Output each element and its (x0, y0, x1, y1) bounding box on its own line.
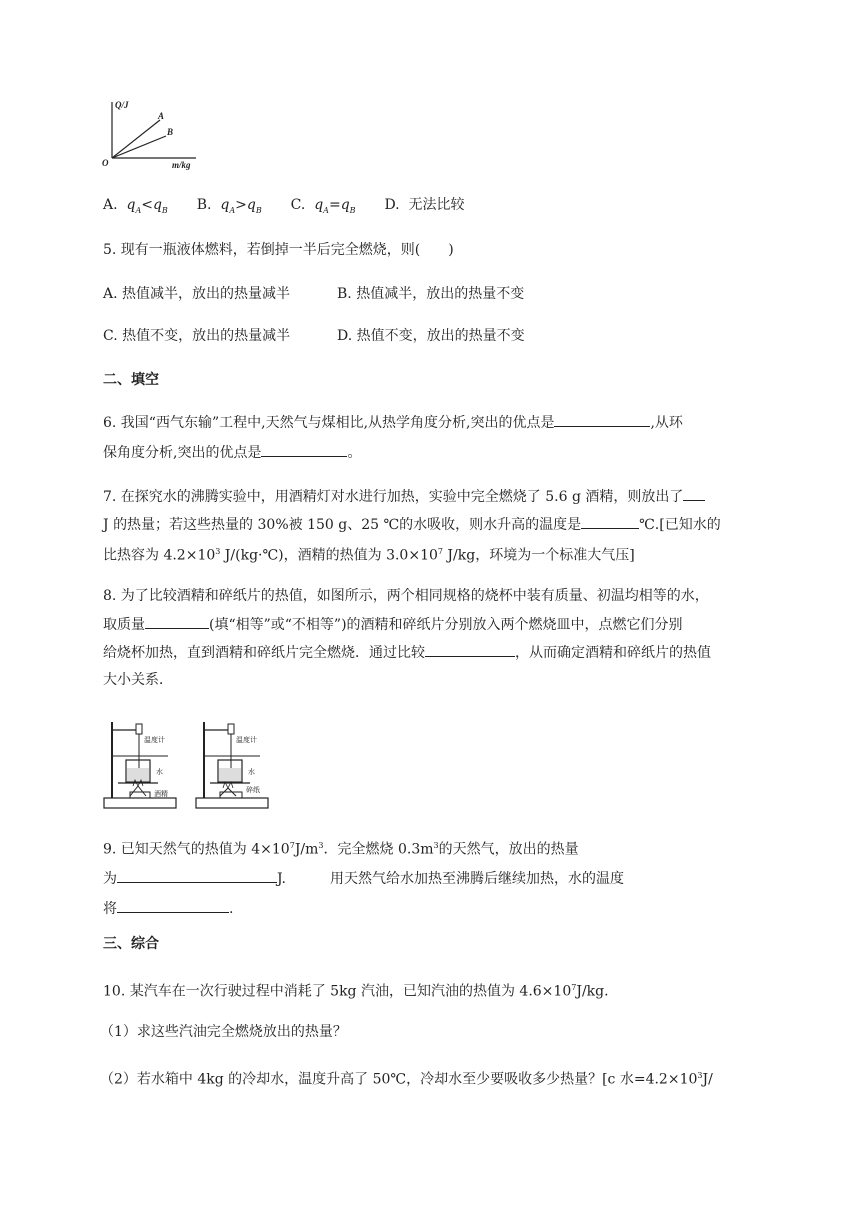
q10-part-1: （1）求这些汽油完全燃烧放出的热量？ (100, 1024, 347, 1040)
graph-line-b-label: B (167, 127, 174, 137)
q7-line-3: 比热容为 $4.2\times 10^3$ J/(kg·℃)，酒精的热值为 $3.0\times 10^7$ J/kg，环境为一个标准大气压] (103, 547, 635, 564)
label-paper: 碎纸 (246, 786, 260, 794)
label-thermometer-1: 温度计 (144, 736, 165, 744)
q10-part-2: （2）若水箱中 4kg 的冷却水，温度升高了 50℃，冷却水至少要吸收多少热量？[c 水$=4.2\times 10^3J/$ (100, 1071, 713, 1088)
q7-line-2: J 的热量；若这些热量的 30%被 150 g、25 ℃的水吸收，则水升高的温度是 ℃.[已知水的 (103, 514, 721, 535)
graph-x-label: m/kg (172, 160, 191, 170)
q4-option-a: A. $q_A<q_B$ (103, 197, 168, 215)
q8-line-2: 取质量 (填“相等”或“不相等”)的酒精和碎纸片分别放入两个燃烧皿中，点燃它们分别 (103, 614, 683, 635)
q5-option-d: D. 热值不变，放出的热量不变 (337, 328, 525, 344)
graph-y-label: Q/J (115, 100, 129, 110)
q7-blank-2[interactable] (581, 514, 639, 529)
apparatus-paper-setup (196, 722, 268, 808)
label-thermometer-2: 温度计 (236, 736, 257, 744)
q6-blank-1[interactable] (554, 412, 650, 427)
q8-line-3: 给烧杯加热，直到酒精和碎纸片完全燃烧．通过比较 ，从而确定酒精和碎纸片的热值 (103, 642, 711, 663)
graph-origin-label: O (102, 158, 109, 168)
graph-line-a-label: A (158, 111, 165, 121)
q10-stem: 10. 某汽车在一次行驶过程中消耗了 5kg 汽油，已知汽油的热值为 $4.6\times 10^7J/kg$. (103, 983, 609, 1000)
q8-blank-2[interactable] (425, 642, 515, 657)
q7-line-1: 7. 在探究水的沸腾实验中，用酒精灯对水进行加热，实验中完全燃烧了 5.6 g 酒精，则放出了 (103, 486, 705, 507)
q4-option-c: C. $q_A=q_B$ (290, 197, 356, 215)
label-water-2: 水 (248, 768, 255, 776)
q5-option-c: C. 热值不变，放出的热量减半 (103, 328, 291, 344)
q5-option-a: A. 热值减半，放出的热量减半 (103, 286, 291, 302)
q4-options (103, 195, 465, 221)
q6-blank-2[interactable] (261, 442, 347, 457)
apparatus-alcohol-setup (104, 722, 176, 808)
q9-line-1: 9. 已知天然气的热值为 $4\times 10^7J/m^3$．完全燃烧 $0.3m^3$的天然气，放出的热量 (103, 841, 579, 858)
q5-option-b: B. 热值减半，放出的热量不变 (337, 286, 525, 302)
q4-option-d: D. 无法比较 (384, 197, 465, 213)
label-alcohol: 酒精 (154, 790, 168, 798)
q9-line-3: 将 . (103, 898, 233, 919)
q5-stem: 5. 现有一瓶液体燃料，若倒掉一半后完全燃烧，则( ) (103, 242, 454, 258)
q9-blank-1[interactable] (117, 868, 277, 883)
q7-blank-1[interactable] (683, 486, 705, 501)
q8-line-1: 8. 为了比较酒精和碎纸片的热值，如图所示，两个相同规格的烧杯中装有质量、初温均相等的水， (103, 588, 709, 604)
q4-option-b: B. $q_A>q_B$ (196, 197, 262, 215)
q8-line-4: 大小关系． (103, 672, 173, 688)
label-water-1: 水 (156, 768, 163, 776)
q8-blank-1[interactable] (145, 614, 209, 629)
q-vs-m-graph (100, 98, 200, 170)
q9-blank-2[interactable] (117, 898, 229, 913)
q9-line-2: 为 J. 用天然气给水加热至沸腾后继续加热，水的温度 (103, 868, 624, 889)
section-heading-fill-in: 二、填空 (103, 372, 159, 388)
q6-line-2: 保角度分析,突出的优点是 。 (103, 442, 361, 463)
heating-apparatus-figure (100, 716, 280, 812)
section-heading-comprehensive: 三、综合 (103, 936, 159, 952)
q6-line-1: 6. 我国“西气东输”工程中,天然气与煤相比,从热学角度分析,突出的优点是 ,从环 (103, 412, 683, 433)
